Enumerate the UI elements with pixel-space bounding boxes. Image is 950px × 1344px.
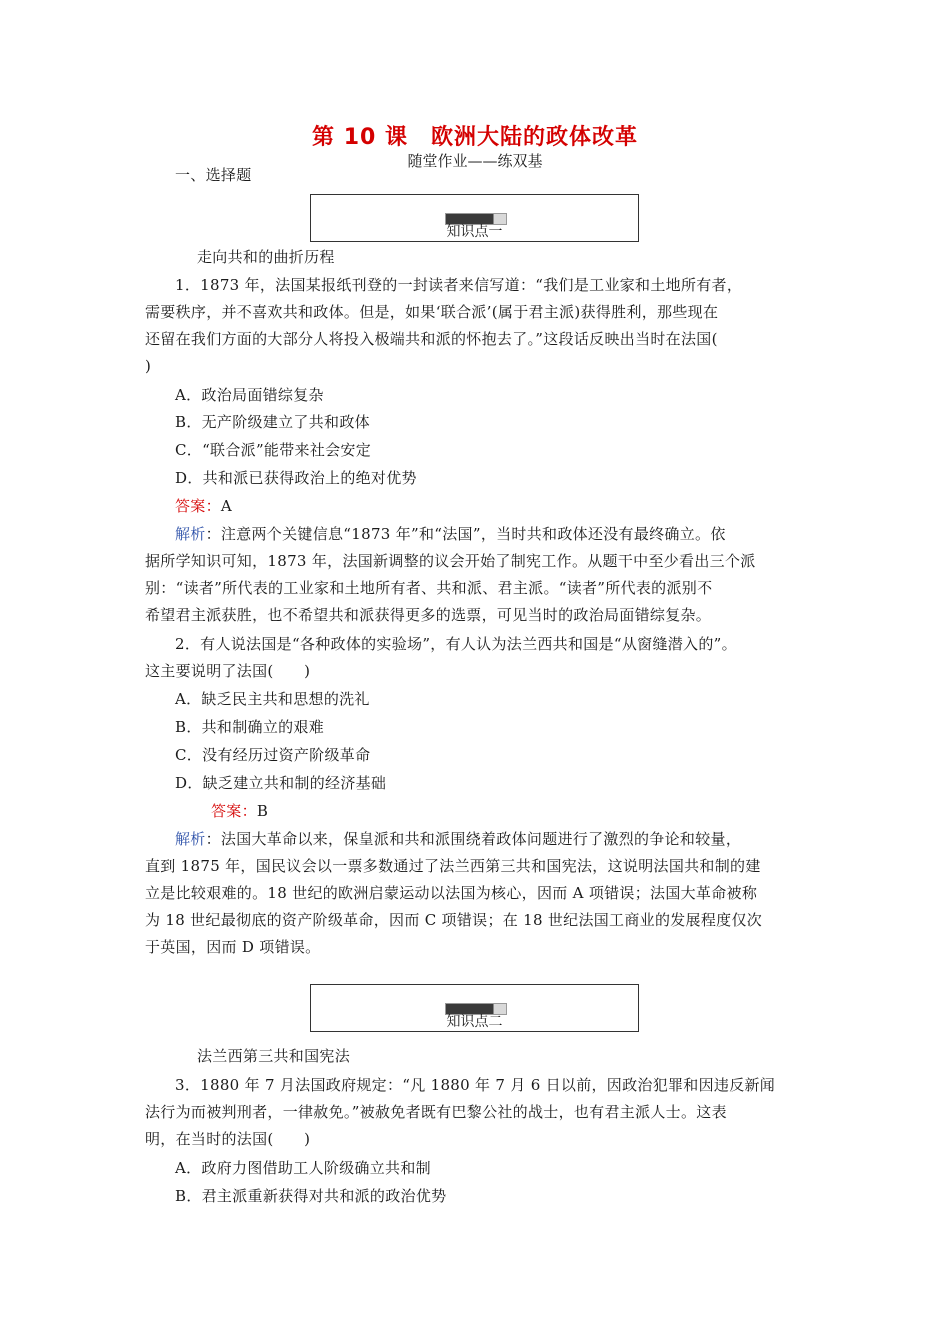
question-stem-line: 这主要说明了法国( ) — [145, 662, 311, 680]
page-title: 第 10 课 欧洲大陆的政体改革 — [312, 125, 638, 150]
question-stem-line: 3．1880 年 7 月法国政府规定：“凡 1880 年 7 月 6 日以前，因政治犯罪和因违反新闻 — [175, 1076, 776, 1094]
option-c: C．没有经历过资产阶级革命 — [175, 746, 371, 764]
analysis-line — [175, 524, 726, 544]
analysis-label: 解析 — [175, 525, 206, 543]
question-stem-line: 需要秩序，并不喜欢共和政体。但是，如果‘联合派’(属于君主派)获得胜利，那些现在 — [145, 303, 719, 321]
answer-label: 答案： — [175, 497, 221, 515]
analysis-text: ：法国大革命以来，保皇派和共和派围绕着政体问题进行了激烈的争论和较量， — [205, 830, 742, 848]
analysis-line: 希望君主派获胜，也不希望共和派获得更多的选票，可见当时的政治局面错综复杂。 — [145, 606, 712, 624]
question-stem-line: 1．1873 年，法国某报纸刊登的一封读者来信写道：“我们是工业家和土地所有者， — [175, 276, 743, 294]
question-stem-line: ) — [145, 357, 152, 375]
section-heading: 一、选择题 — [175, 166, 252, 184]
question-stem-line: 还留在我们方面的大部分人将投入极端共和派的怀抱去了。”这段话反映出当时在法国( — [145, 330, 718, 348]
answer-value: A — [220, 497, 233, 515]
answer-value: B — [256, 802, 269, 820]
question-stem-line: 法行为而被判刑者，一律赦免。”被赦免者既有巴黎公社的战士，也有君主派人士。这表 — [145, 1103, 727, 1121]
knowledge-point-topic: 法兰西第三共和国宪法 — [197, 1047, 351, 1065]
answer-line — [211, 801, 268, 821]
knowledge-point-box — [310, 194, 639, 242]
option-a: A．政治局面错综复杂 — [175, 386, 324, 404]
option-a: A．政府力图借助工人阶级确立共和制 — [175, 1159, 431, 1177]
answer-label: 答案： — [211, 802, 257, 820]
option-b: B．共和制确立的艰难 — [175, 718, 325, 736]
answer-line — [175, 496, 232, 516]
option-b: B．无产阶级建立了共和政体 — [175, 413, 370, 431]
analysis-line — [175, 829, 741, 849]
analysis-line: 立是比较艰难的。18 世纪的欧洲启蒙运动以法国为核心，因而 A 项错误；法国大革命被称 — [145, 884, 758, 902]
option-d: D．缺乏建立共和制的经济基础 — [175, 774, 387, 792]
analysis-text: ：注意两个关键信息“1873 年”和“法国”，当时共和政体还没有最终确立。依 — [205, 525, 726, 543]
option-c: C．“联合派”能带来社会安定 — [175, 441, 372, 459]
analysis-line: 别：“读者”所代表的工业家和土地所有者、共和派、君主派。“读者”所代表的派别不 — [145, 579, 713, 597]
analysis-line: 于英国，因而 D 项错误。 — [145, 938, 321, 956]
question-stem-line: 明，在当时的法国( ) — [145, 1130, 311, 1148]
knowledge-point-box — [310, 984, 639, 1032]
option-b: B．君主派重新获得对共和派的政治优势 — [175, 1187, 447, 1205]
option-a: A．缺乏民主共和思想的洗礼 — [175, 690, 370, 708]
page-subtitle: 随堂作业——练双基 — [407, 152, 543, 170]
analysis-line: 为 18 世纪最彻底的资产阶级革命，因而 C 项错误；在 18 世纪法国工商业的发展程度仅次 — [145, 911, 763, 929]
analysis-line: 直到 1875 年，国民议会以一票多数通过了法兰西第三共和国宪法，这说明法国共和制的建 — [145, 857, 761, 875]
analysis-line: 据所学知识可知，1873 年，法国新调整的议会开始了制宪工作。从题干中至少看出三个派 — [145, 552, 756, 570]
knowledge-point-topic: 走向共和的曲折历程 — [197, 248, 335, 266]
knowledge-point-label: 知识点二 — [446, 1014, 503, 1030]
analysis-label: 解析 — [175, 830, 206, 848]
knowledge-point-label: 知识点一 — [446, 224, 503, 240]
question-stem-line: 2．有人说法国是“各种政体的实验场”，有人认为法兰西共和国是“从窗缝潜入的”。 — [175, 635, 737, 653]
option-d: D．共和派已获得政治上的绝对优势 — [175, 469, 417, 487]
